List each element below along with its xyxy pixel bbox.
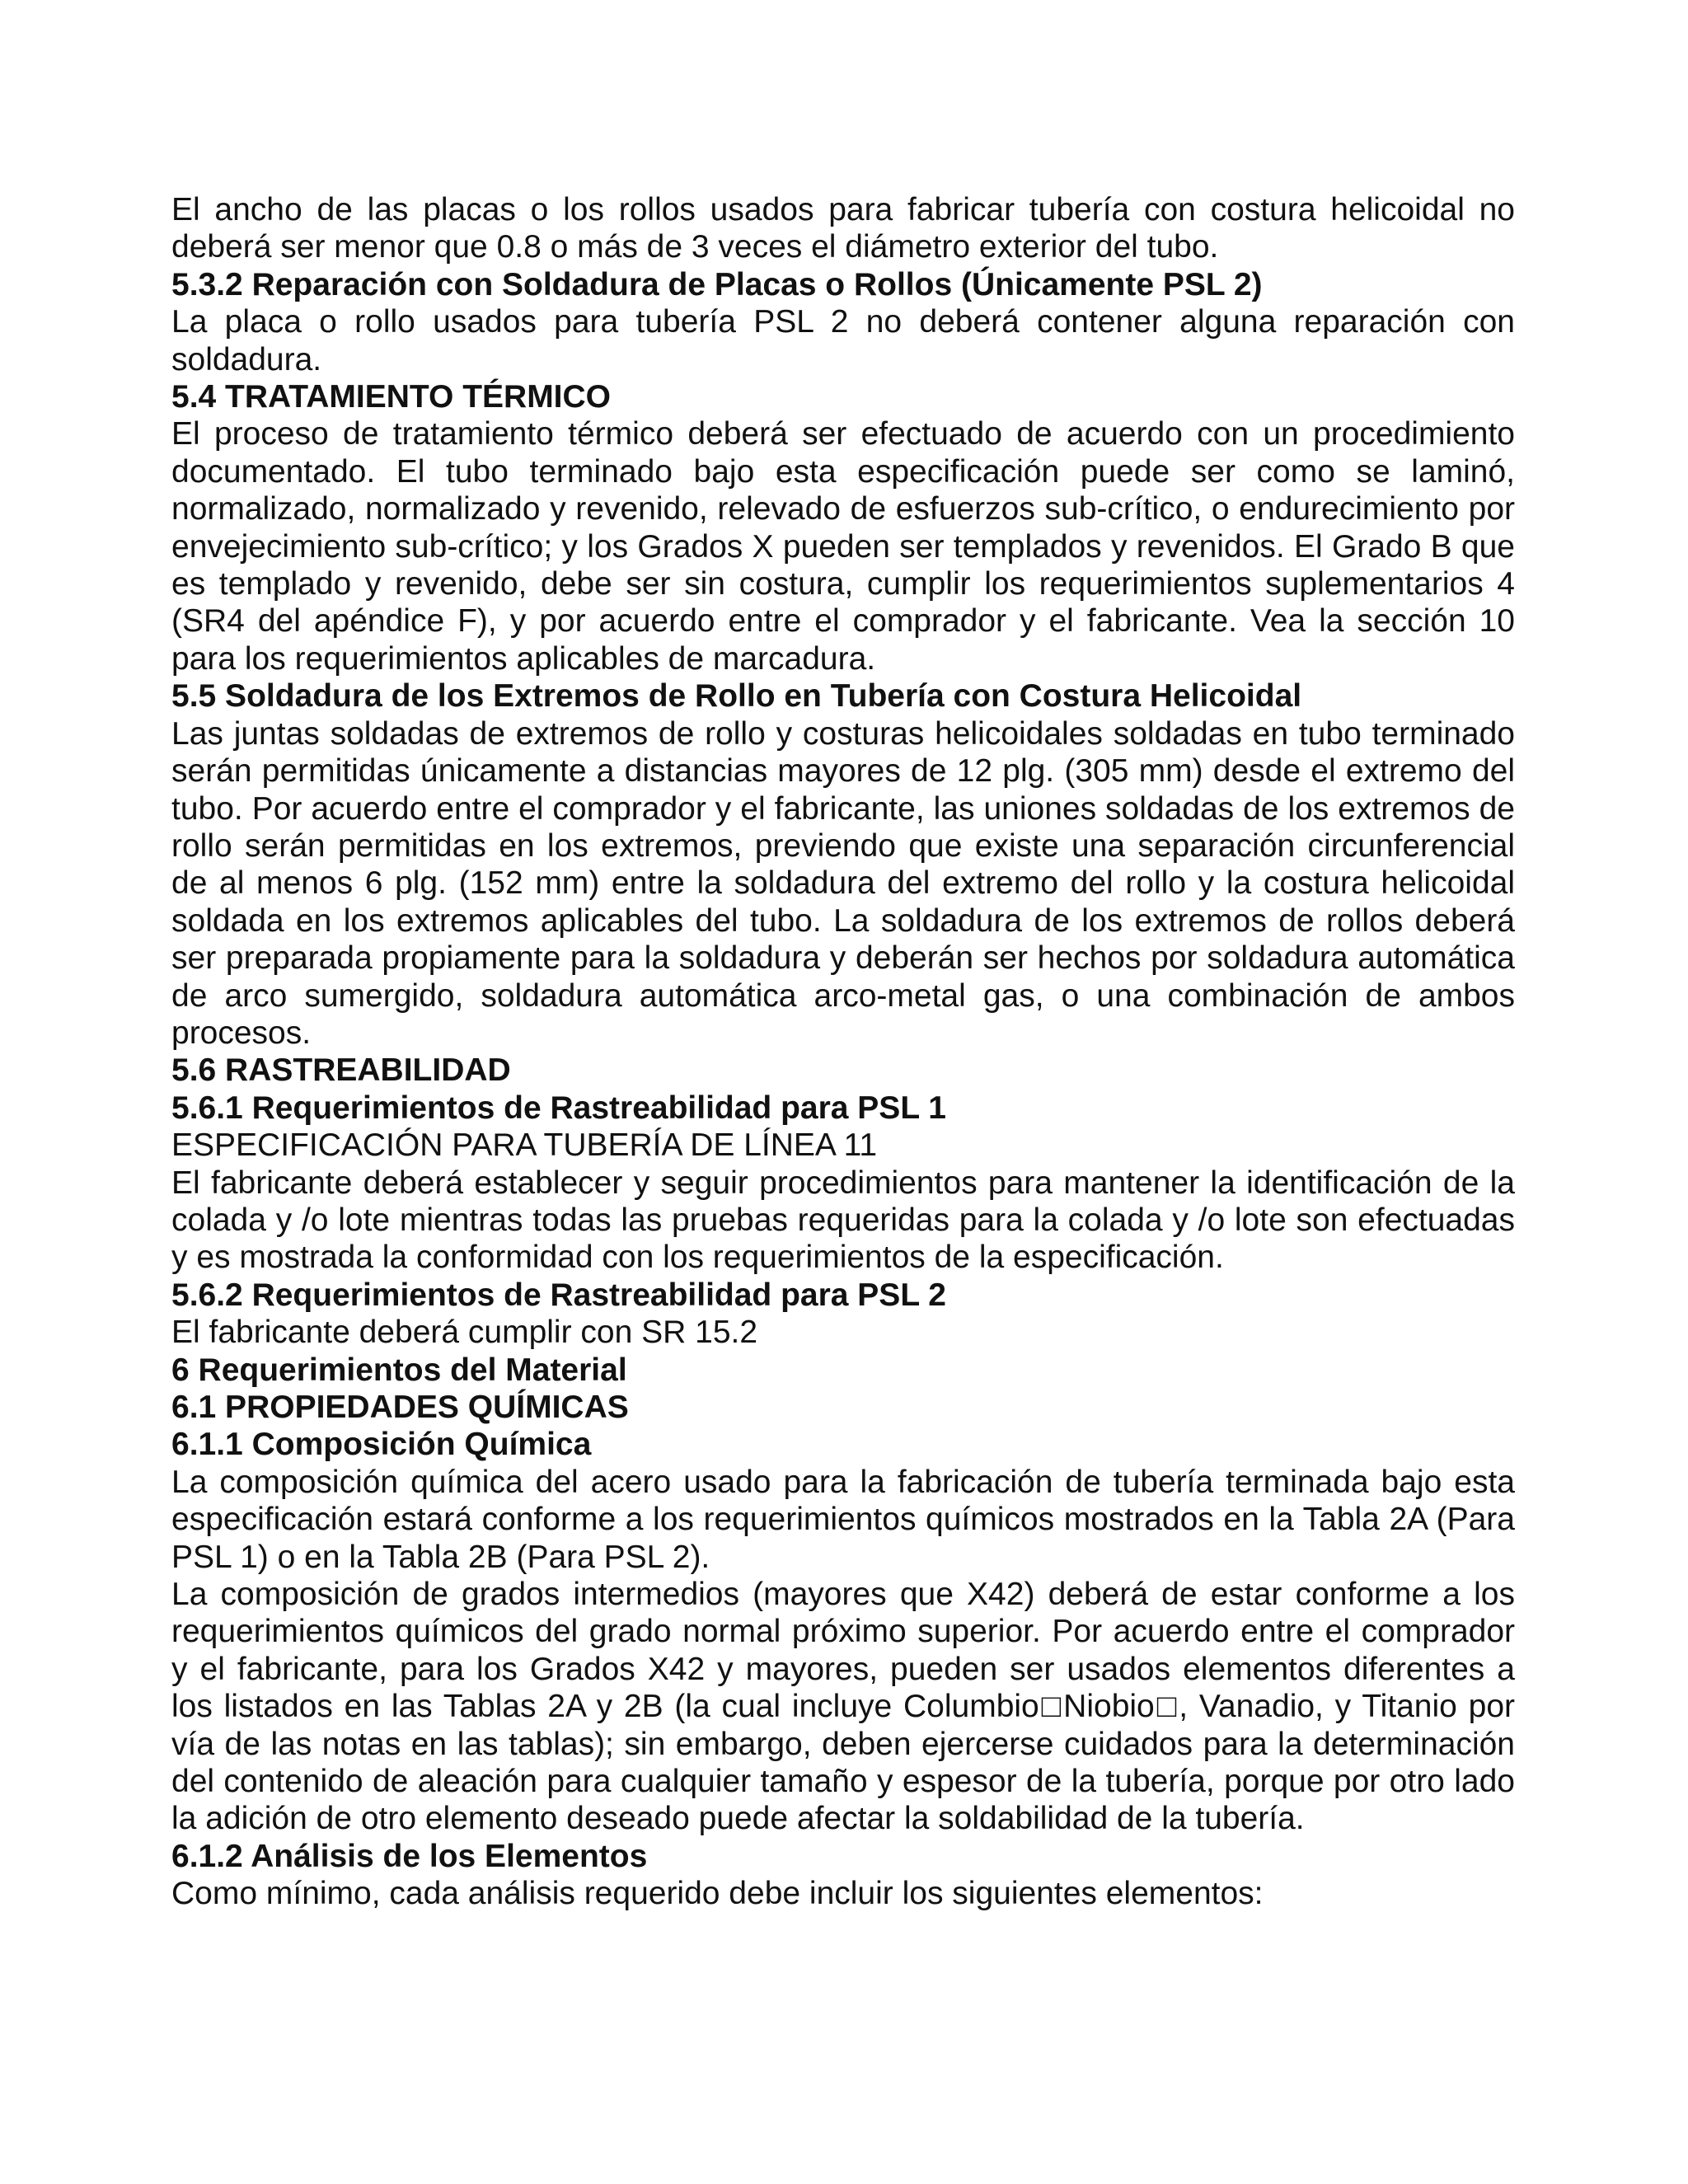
heading-5-4: 5.4 TRATAMIENTO TÉRMICO bbox=[171, 379, 612, 415]
heading-5-5: 5.5 Soldadura de los Extremos de Rollo en Tubería con Costura Helicoidal bbox=[171, 678, 1302, 715]
running-header: ESPECIFICACIÓN PARA TUBERÍA DE LÍNEA 11 bbox=[171, 1127, 878, 1164]
paragraph-intermediate-grades: La composición de grados intermedios (mayores que X42) deberá de estar conforme a los requerimientos químicos del grado normal próximo superior. Por acuerdo entre el comprador y el fabricante, para los Grados X42 y mayores, pueden ser usados elementos diferentes a los listados en las Tablas 2A y 2B (la cual incluye Columbio□Niobio□, Vanadio, y Titanio por vía de las notas en las tablas); sin embargo, deben ejercerse cuidados para la determinación del contenido de aleación para cualquier tamaño y espesor de la tubería, porque por otro lado la adición de otro elemento deseado puede afectar la soldabilidad de la tubería. bbox=[171, 1577, 1515, 1837]
paragraph-heat-treatment: El proceso de tratamiento térmico deberá ser efectuado de acuerdo con un procedimiento documentado. El tubo terminado bajo esta especificación puede ser como se laminó, normalizado, normalizado y revenido, relevado de esfuerzos sub-crítico, o endurecimiento por envejecimiento sub-crítico; y los Grados X pueden ser templados y revenidos. El Grado B que es templado y revenido, debe ser sin costura, cumplir los requerimientos suplementarios 4 (SR4 del apéndice F), y por acuerdo entre el comprador y el fabricante. Vea la sección 10 para los requerimientos aplicables de marcadura. bbox=[171, 416, 1515, 677]
heading-5-3-2: 5.3.2 Reparación con Soldadura de Placas o Rollos (Únicamente PSL 2) bbox=[171, 266, 1263, 302]
heading-6-1-1: 6.1.1 Composición Química bbox=[171, 1427, 592, 1463]
heading-5-6-2: 5.6.2 Requerimientos de Rastreabilidad para PSL 2 bbox=[171, 1277, 946, 1313]
paragraph-plate-width: El ancho de las placas o los rollos usados para fabricar tubería con costura helicoidal no deberá ser menor que 0.8 o más de 3 veces el diámetro exterior del tubo. bbox=[171, 192, 1515, 265]
paragraph-traceability-psl1: El fabricante deberá establecer y seguir procedimientos para mantener la identificación de la colada y /o lote mientras todas las pruebas requeridas para la colada y /o lote son efectuadas y es mostrada la conformidad con los requerimientos de la especificación. bbox=[171, 1165, 1515, 1276]
paragraph-traceability-psl2: El fabricante deberá cumplir con SR 15.2 bbox=[171, 1315, 758, 1351]
heading-6: 6 Requerimientos del Material bbox=[171, 1352, 627, 1388]
paragraph-elements-analysis: Como mínimo, cada análisis requerido debe incluir los siguientes elementos: bbox=[171, 1876, 1264, 1912]
heading-6-1: 6.1 PROPIEDADES QUÍMICAS bbox=[171, 1390, 629, 1425]
document-page bbox=[171, 191, 1515, 1913]
heading-5-6-1: 5.6.1 Requerimientos de Rastreabilidad para PSL 1 bbox=[171, 1090, 946, 1126]
paragraph-skelp-end-welds: Las juntas soldadas de extremos de rollo y costuras helicoidales soldadas en tubo terminado serán permitidas únicamente a distancias mayores de 12 plg. (305 mm) desde el extremo del tubo. Por acuerdo entre el comprador y el fabricante, las uniones soldadas de los extremos de rollo serán permitidas en los extremos, previendo que existe una separación circunferencial de al menos 6 plg. (152 mm) entre la soldadura del extremo del rollo y la costura helicoidal soldada en los extremos aplicables del tubo. La soldadura de los extremos de rollos deberá ser preparada propiamente para la soldadura y deberán ser hechos por soldadura automática de arco sumergido, soldadura automática arco-metal gas, o una combinación de ambos procesos. bbox=[171, 715, 1515, 1051]
heading-5-6: 5.6 RASTREABILIDAD bbox=[171, 1052, 511, 1089]
paragraph-chemical-composition: La composición química del acero usado para la fabricación de tubería terminada bajo esta especificación estará conforme a los requerimientos químicos mostrados en la Tabla 2A (Para PSL 1) o en la Tabla 2B (Para PSL 2). bbox=[171, 1464, 1515, 1575]
heading-6-1-2: 6.1.2 Análisis de los Elementos bbox=[171, 1838, 648, 1874]
paragraph-psl2-repair: La placa o rollo usados para tubería PSL 2 no deberá contener alguna reparación con soldadura. bbox=[171, 304, 1515, 377]
